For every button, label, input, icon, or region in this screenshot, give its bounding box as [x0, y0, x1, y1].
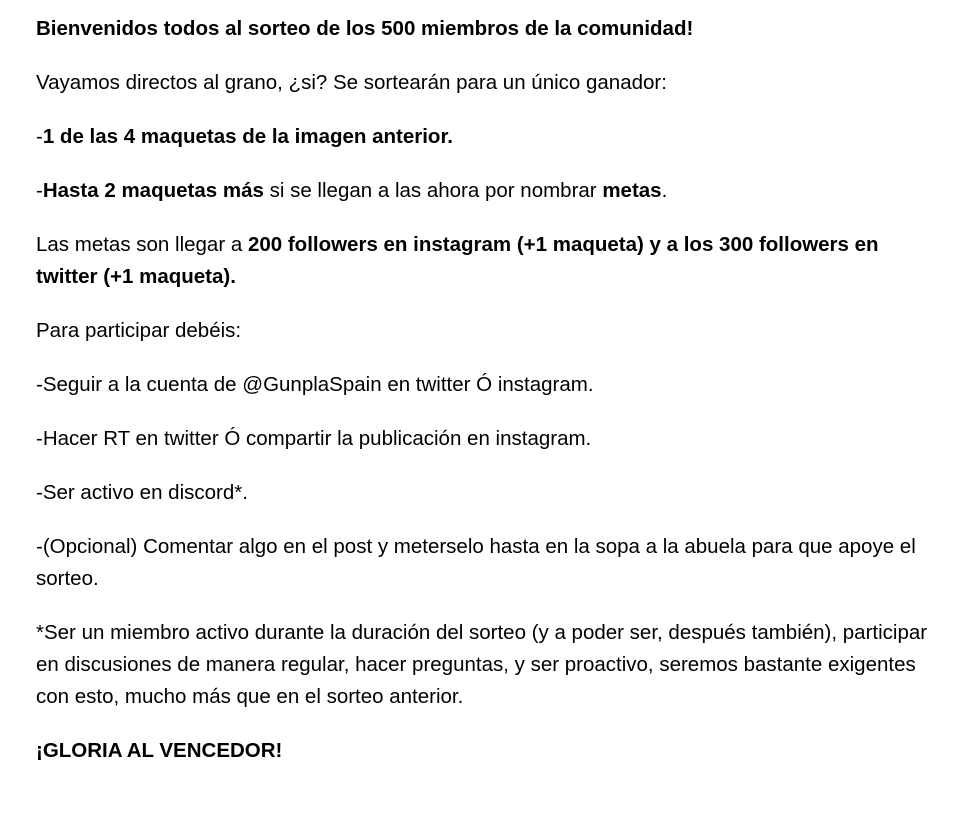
prize-2-text: si se llegan a las ahora por nombrar [263, 179, 603, 202]
prize-1-text: 1 de las 4 maquetas de la imagen anterior. [42, 125, 453, 148]
goals-text: Las metas son llegar a [36, 233, 248, 256]
closing-line: ¡GLORIA AL VENCEDOR! [36, 739, 283, 762]
prize-2-bold-metas: metas [602, 179, 662, 202]
document-body [36, 13, 936, 789]
requirement-optional-comment: -(Opcional) Comentar algo en el post y meterselo hasta en la sopa a la abuela para que apoye el sorteo. [36, 535, 916, 590]
goals-paragraph [36, 229, 936, 293]
prize-1-dash: - [36, 125, 43, 148]
requirement-share: -Hacer RT en twitter Ó compartir la publicación en instagram. [36, 427, 592, 450]
prize-1-paragraph [36, 121, 936, 153]
prize-2-dash: - [36, 179, 43, 202]
requirement-follow: -Seguir a la cuenta de @GunplaSpain en twitter Ó instagram. [36, 373, 594, 396]
participate-heading: Para participar debéis: [36, 319, 242, 342]
document-title: Bienvenidos todos al sorteo de los 500 miembros de la comunidad! [36, 17, 694, 40]
intro-paragraph: Vayamos directos al grano, ¿si? Se sortearán para un único ganador: [36, 71, 667, 94]
goals-bold: 200 followers en instagram (+1 maqueta) y a los 300 followers en twitter (+1 maqueta). [36, 233, 879, 288]
footnote-paragraph: *Ser un miembro activo durante la duración del sorteo (y a poder ser, después también), participar en discusiones de manera regular, hacer preguntas, y ser proactivo, seremos bastante exigentes con esto, mucho más que en el sorteo anterior. [36, 621, 928, 708]
requirement-discord: -Ser activo en discord*. [36, 481, 248, 504]
prize-2-bold-lead: Hasta 2 maquetas más [42, 179, 264, 202]
prize-2-period: . [661, 179, 668, 202]
prize-2-paragraph [36, 175, 936, 207]
